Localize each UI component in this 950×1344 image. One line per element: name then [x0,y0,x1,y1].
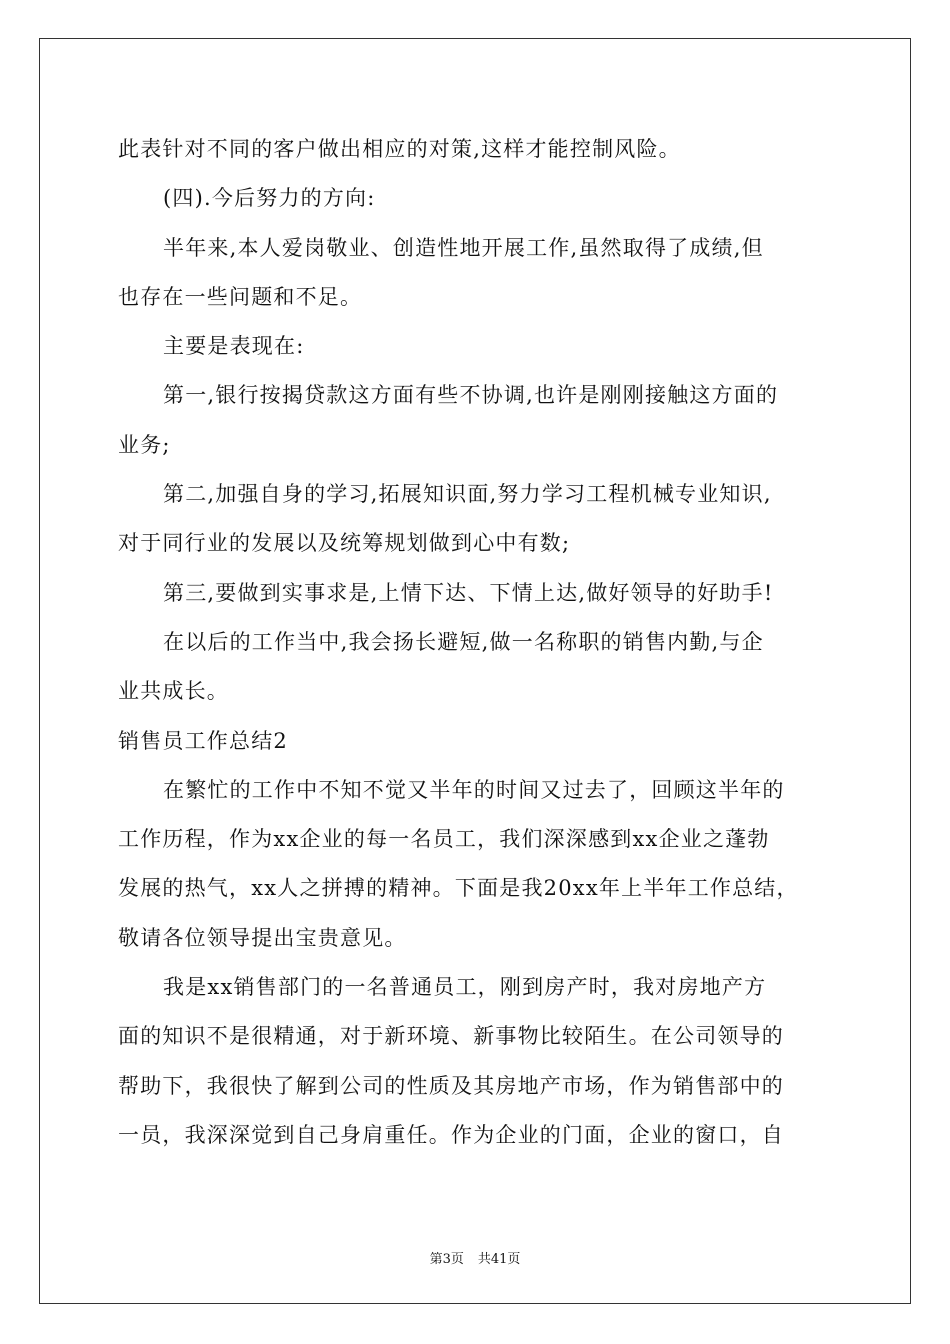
text-line-14: 在繁忙的工作中不知不觉又半年的时间又过去了，回顾这半年的 [163,777,785,802]
page-number: 第3页 [429,1252,464,1267]
text-line-7: 业务; [118,432,171,457]
total-pages: 共41页 [477,1252,521,1267]
text-line-6: 第一,银行按揭贷款这方面有些不协调,也许是刚刚接触这方面的 [163,383,779,408]
text-line-3: 半年来,本人爱岗敬业、创造性地开展工作,虽然取得了成绩,但 [163,235,764,260]
text-line-8: 第二,加强自身的学习,拓展知识面,努力学习工程机械专业知识, [163,482,772,507]
section-heading: 销售员工作总结2 [118,728,288,753]
text-line-19: 面的知识不是很精通，对于新环境、新事物比较陌生。在公司领导的 [118,1024,784,1049]
text-line-1: 此表针对不同的客户做出相应的对策,这样才能控制风险。 [118,137,681,161]
page-footer [0,1248,950,1267]
text-line-5: 主要是表现在: [163,334,305,359]
text-line-17: 敬请各位领导提出宝贵意见。 [118,925,407,950]
text-line-12: 业共成长。 [118,679,229,704]
document-body [118,125,838,1160]
text-line-4: 也存在一些问题和不足。 [118,284,363,309]
text-line-11: 在以后的工作当中,我会扬长避短,做一名称职的销售内勤,与企 [163,629,764,654]
text-line-16: 发展的热气，xx人之拼搏的精神。下面是我20xx年上半年工作总结， [118,876,799,901]
text-line-9: 对于同行业的发展以及统筹规划做到心中有数; [118,531,571,556]
text-line-18: 我是xx销售部门的一名普通员工，刚到房产时，我对房地产方 [163,975,767,1000]
text-line-20: 帮助下，我很快了解到公司的性质及其房地产市场，作为销售部中的 [118,1073,784,1098]
text-line-21: 一员，我深深觉到自己身肩重任。作为企业的门面，企业的窗口，自 [118,1122,784,1147]
text-line-15: 工作历程，作为xx企业的每一名员工，我们深深感到xx企业之蓬勃 [118,827,770,852]
text-line-10: 第三,要做到实事求是,上情下达、下情上达,做好领导的好助手! [163,580,774,605]
text-line-2: (四).今后努力的方向: [163,186,376,211]
